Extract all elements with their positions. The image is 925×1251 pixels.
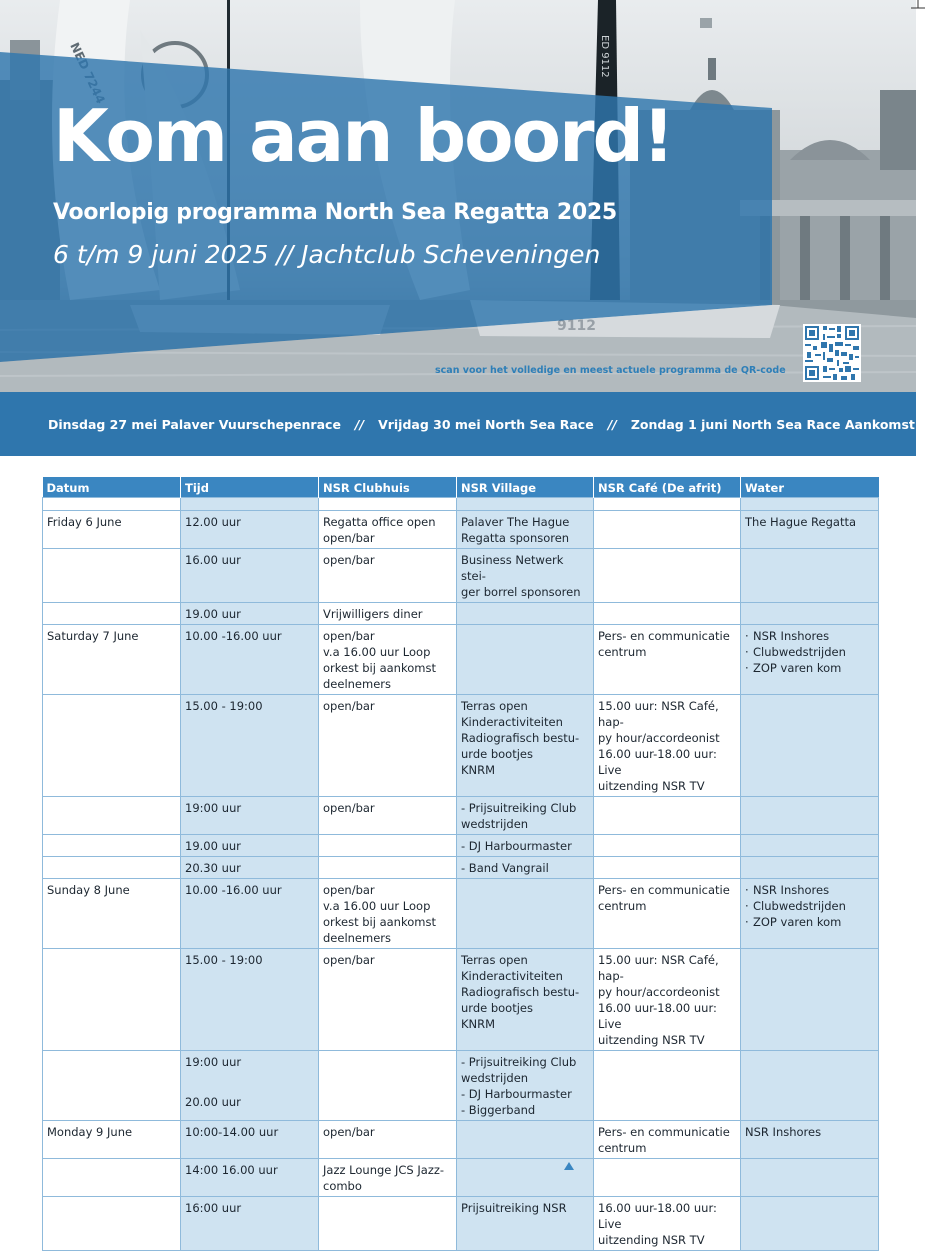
table-cell <box>741 1197 879 1251</box>
event-item: Vrijdag 30 mei North Sea Race <box>378 417 594 432</box>
table-cell <box>594 549 741 603</box>
table-cell: 16.00 uur <box>181 549 319 603</box>
table-cell <box>741 857 879 879</box>
table-cell <box>741 549 879 603</box>
table-cell: Pers- en communicatie centrum <box>594 1121 741 1159</box>
table-cell: Saturday 7 June <box>43 625 181 695</box>
table-cell: Jazz Lounge JCS Jazz- combo <box>319 1159 457 1197</box>
table-cell <box>741 603 879 625</box>
page-subtitle: Voorlopig programma North Sea Regatta 2025 <box>53 200 617 225</box>
hero-banner <box>0 0 916 456</box>
arrow-mark-icon <box>564 1162 574 1170</box>
table-cell <box>457 625 594 695</box>
table-row <box>43 695 879 797</box>
table-cell <box>319 1051 457 1121</box>
table-cell <box>319 1197 457 1251</box>
table-cell: Business Netwerk stei- ger borrel sponsoren <box>457 549 594 603</box>
table-cell <box>741 1159 879 1197</box>
table-cell: open/bar <box>319 549 457 603</box>
blue-band <box>0 0 916 456</box>
table-cell: 19:00 uur <box>181 797 319 835</box>
table-cell: - Prijsuitreiking Club wedstrijden <box>457 797 594 835</box>
table-cell <box>43 857 181 879</box>
column-header-village: NSR Village <box>457 477 594 498</box>
events-bar <box>0 392 916 456</box>
table-row <box>43 1197 879 1251</box>
table-cell: 10.00 -16.00 uur <box>181 625 319 695</box>
column-header-water: Water <box>741 477 879 498</box>
table-row <box>43 511 879 549</box>
table-cell <box>594 511 741 549</box>
events-list <box>48 417 915 432</box>
table-cell: 10:00-14.00 uur <box>181 1121 319 1159</box>
table-cell: 19.00 uur <box>181 603 319 625</box>
table-cell <box>181 1051 319 1121</box>
table-cell: The Hague Regatta <box>741 511 879 549</box>
program-table <box>42 477 879 1251</box>
table-cell: 19.00 uur <box>181 835 319 857</box>
table-cell <box>319 857 457 879</box>
table-cell: Friday 6 June <box>43 511 181 549</box>
table-spacer-row <box>43 498 879 511</box>
table-cell <box>43 835 181 857</box>
table-header-row <box>43 477 879 498</box>
event-item: Dinsdag 27 mei Palaver Vuurschepenrace <box>48 417 341 432</box>
table-cell <box>741 879 879 949</box>
table-row <box>43 1051 879 1121</box>
scan-qr-text: scan voor het volledige en meest actuele programma de QR-code <box>435 365 786 376</box>
table-cell: open/bar v.a 16.00 uur Loop orkest bij aankomst deelnemers <box>319 625 457 695</box>
event-dateline: 6 t/m 9 juni 2025 // Jachtclub Scheveningen <box>53 240 601 269</box>
page-title: Kom aan boord! <box>53 94 673 178</box>
event-separator: // <box>354 417 365 432</box>
table-cell <box>319 835 457 857</box>
table-cell: Prijsuitreiking NSR <box>457 1197 594 1251</box>
table-body <box>43 498 879 1251</box>
table-cell: open/bar <box>319 949 457 1051</box>
mast-text: ED 9112 <box>599 35 610 78</box>
column-header-tijd: Tijd <box>181 477 319 498</box>
table-cell <box>594 797 741 835</box>
table-row <box>43 879 879 949</box>
list-item: · Clubwedstrijden <box>745 898 874 914</box>
table-cell <box>43 797 181 835</box>
table-cell <box>43 695 181 797</box>
table-cell <box>741 835 879 857</box>
table-cell <box>741 949 879 1051</box>
table-cell: 15.00 uur: NSR Café, hap- py hour/accordeonist 16.00 uur-18.00 uur: Live uitzending NSR TV <box>594 949 741 1051</box>
table-cell <box>741 695 879 797</box>
qr-code[interactable] <box>803 324 861 382</box>
list-item: · ZOP varen kom <box>745 914 874 930</box>
table-cell <box>43 603 181 625</box>
table-row <box>43 603 879 625</box>
table-row <box>43 797 879 835</box>
table-cell: Pers- en communicatie centrum <box>594 879 741 949</box>
table-cell <box>741 625 879 695</box>
table-cell: Terras open Kinderactiviteiten Radiografisch bestu- urde bootjes KNRM <box>457 949 594 1051</box>
table-cell: 12.00 uur <box>181 511 319 549</box>
table-row <box>43 549 879 603</box>
table-cell <box>43 1197 181 1251</box>
table-cell: Terras open Kinderactiviteiten Radiografisch bestu- urde bootjes KNRM <box>457 695 594 797</box>
table-cell <box>457 1121 594 1159</box>
table-cell: open/bar <box>319 1121 457 1159</box>
table-cell: - Band Vangrail <box>457 857 594 879</box>
list-item: · ZOP varen kom <box>745 660 874 676</box>
table-row <box>43 625 879 695</box>
table-cell: - Prijsuitreiking Club wedstrijden - DJ Harbourmaster - Biggerband <box>457 1051 594 1121</box>
table-cell <box>594 1051 741 1121</box>
table-cell <box>43 549 181 603</box>
table-cell: 16.00 uur-18.00 uur: Live uitzending NSR TV <box>594 1197 741 1251</box>
table-cell: Vrijwilligers diner <box>319 603 457 625</box>
crop-mark-icon <box>911 0 925 14</box>
table-cell: 20.30 uur <box>181 857 319 879</box>
table-cell: 15.00 - 19:00 <box>181 949 319 1051</box>
table-row <box>43 835 879 857</box>
table-cell: open/bar v.a 16.00 uur Loop orkest bij aankomst deelnemers <box>319 879 457 949</box>
column-header-datum: Datum <box>43 477 181 498</box>
table-cell: open/bar <box>319 695 457 797</box>
table-cell: 15.00 - 19:00 <box>181 695 319 797</box>
table-cell: 10.00 -16.00 uur <box>181 879 319 949</box>
event-item: Zondag 1 juni North Sea Race Aankomst <box>630 417 915 432</box>
table-cell <box>741 797 879 835</box>
table-row <box>43 857 879 879</box>
water-activity-list <box>745 628 874 676</box>
table-cell <box>741 1051 879 1121</box>
table-cell: - DJ Harbourmaster <box>457 835 594 857</box>
table-cell: Pers- en communicatie centrum <box>594 625 741 695</box>
table-cell: 16:00 uur <box>181 1197 319 1251</box>
table-cell: Sunday 8 June <box>43 879 181 949</box>
table-cell: Regatta office open open/bar <box>319 511 457 549</box>
list-item: · NSR Inshores <box>745 628 874 644</box>
time-value: 20.00 uur <box>185 1095 241 1109</box>
table-row <box>43 1121 879 1159</box>
list-item: · NSR Inshores <box>745 882 874 898</box>
table-cell: Monday 9 June <box>43 1121 181 1159</box>
table-cell: NSR Inshores <box>741 1121 879 1159</box>
table-cell <box>43 1051 181 1121</box>
table-cell <box>594 857 741 879</box>
table-cell <box>457 879 594 949</box>
water-activity-list <box>745 882 874 930</box>
table-cell: open/bar <box>319 797 457 835</box>
time-value: 19:00 uur <box>185 1055 242 1069</box>
table-cell <box>43 949 181 1051</box>
table-row <box>43 949 879 1051</box>
table-cell: 14:00 16.00 uur <box>181 1159 319 1197</box>
column-header-clubhuis: NSR Clubhuis <box>319 477 457 498</box>
table-cell <box>594 603 741 625</box>
table-cell <box>594 1159 741 1197</box>
table-row <box>43 1159 879 1197</box>
list-item: · Clubwedstrijden <box>745 644 874 660</box>
table-cell: Palaver The Hague Regatta sponsoren <box>457 511 594 549</box>
table-cell: 15.00 uur: NSR Café, hap- py hour/accordeonist 16.00 uur-18.00 uur: Live uitzending NSR TV <box>594 695 741 797</box>
event-separator: // <box>607 417 617 432</box>
table-cell <box>457 603 594 625</box>
table-cell <box>43 1159 181 1197</box>
table-cell <box>594 835 741 857</box>
column-header-cafe: NSR Café (De afrit) <box>594 477 741 498</box>
